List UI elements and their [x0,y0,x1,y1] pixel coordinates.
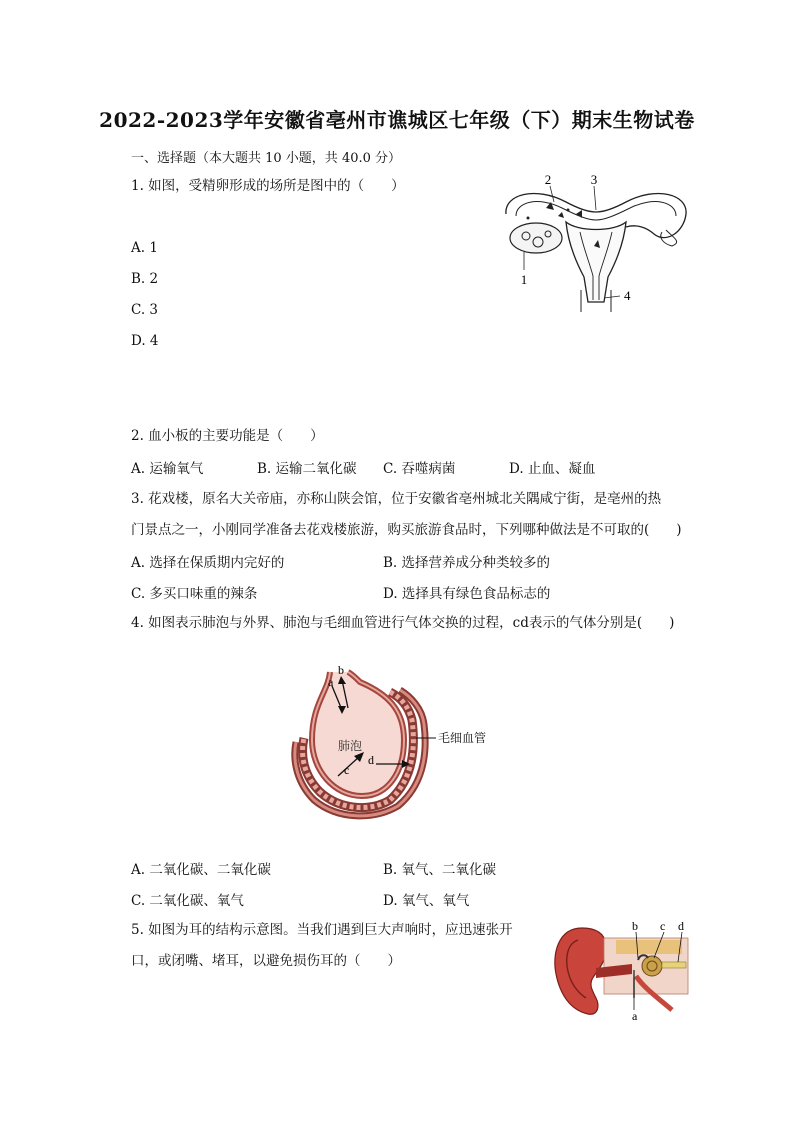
ear-label-a: a [632,1009,638,1022]
question-4-option-b: B. 氧气、二氧化碳 [383,862,497,878]
question-4-option-a: A. 二氧化碳、二氧化碳 [131,862,271,878]
question-3-option-a: A. 选择在保质期内完好的 [131,555,285,571]
ear-label-c: c [660,919,666,933]
alveolus-label-b: b [338,663,344,677]
alveolus-label-text: 肺泡 [338,739,363,753]
page-title: 2022-2023学年安徽省亳州市谯城区七年级（下）期末生物试卷 [99,108,695,132]
question-2-option-d: D. 止血、凝血 [509,461,596,477]
question-2-option-b: B. 运输二氧化碳 [257,461,357,477]
alveolus-label-c: c [344,763,350,777]
question-2-stem: 2. 血小板的主要功能是（ ） [131,428,324,444]
question-5-stem-line-1: 5. 如图为耳的结构示意图。当我们遇到巨大声响时，应迅速张开 [131,922,513,938]
uterus-label-4: 4 [624,288,631,303]
uterus-label-3: 3 [590,172,598,187]
question-3-stem-line-2: 门景点之一，小刚同学准备去花戏楼旅游，购买旅游食品时，下列哪种做法是不可取的( ) [131,522,682,538]
question-1-option-d: D. 4 [131,333,159,349]
ear-label-d: d [678,919,684,933]
question-1-option-a: A. 1 [131,240,158,256]
ear-label-b: b [632,919,638,933]
question-1-option-c: C. 3 [131,302,159,318]
question-3-option-b: B. 选择营养成分种类较多的 [383,555,551,571]
question-4-option-d: D. 氧气、氧气 [383,893,470,909]
question-2-option-a: A. 运输氧气 [131,461,204,477]
section-heading: 一、选择题（本大题共 10 小题，共 40.0 分） [131,151,402,166]
alveolus-label-d: d [368,753,374,767]
question-4-option-c: C. 二氧化碳、氧气 [131,893,244,909]
uterus-label-2: 2 [544,172,552,187]
question-3-option-d: D. 选择具有绿色食品标志的 [383,586,551,602]
question-3-stem-line-1: 3. 花戏楼，原名大关帝庙，亦称山陕会馆，位于安徽省亳州城北关隅咸宁街，是亳州的热 [131,491,662,507]
capillary-label-text: 毛细血管 [438,731,487,745]
ear-diagram [548,918,698,1022]
alveolus-diagram [290,660,510,820]
uterus-label-1: 1 [520,272,528,287]
alveolus-label-a: a [328,675,334,689]
question-1-option-b: B. 2 [131,271,159,287]
question-4-stem: 4. 如图表示肺泡与外界、肺泡与毛细血管进行气体交换的过程，cd表示的气体分别是( ) [131,615,675,631]
question-2-option-c: C. 吞噬病菌 [383,461,456,477]
question-5-stem-line-2: 口，或闭嘴、堵耳，以避免损伤耳的（ ） [131,953,401,969]
question-3-option-c: C. 多买口味重的辣条 [131,586,258,602]
uterus-diagram [496,172,696,312]
question-1-stem: 1. 如图，受精卵形成的场所是图中的（ ） [131,178,405,194]
